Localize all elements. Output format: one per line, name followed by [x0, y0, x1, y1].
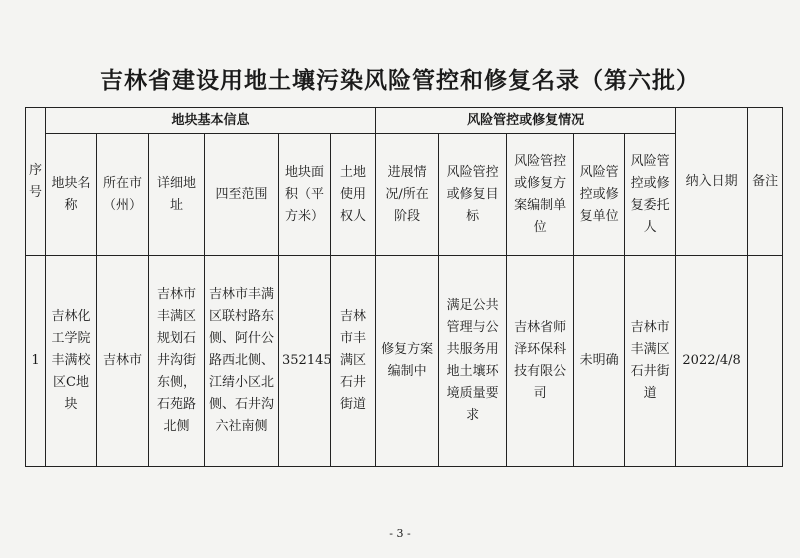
- cell-remarks: [748, 256, 783, 467]
- page-number: - 3 -: [389, 527, 411, 540]
- header-land-user: 土地使用权人: [331, 134, 376, 256]
- header-address: 详细地址: [149, 134, 205, 256]
- header-repair-unit: 风险管控或修复单位: [574, 134, 625, 256]
- table-row: [26, 256, 783, 467]
- cell-progress: 修复方案编制中: [376, 256, 439, 467]
- header-listed-date: 纳入日期: [676, 108, 748, 256]
- header-target: 风险管控或修复目标: [439, 134, 507, 256]
- group-header-basic-info: 地块基本信息: [46, 108, 376, 134]
- cell-target: 满足公共管理与公共服务用地土壤环境质量要求: [439, 256, 507, 467]
- header-remarks: 备注: [748, 108, 783, 256]
- cell-plot-name: 吉林化工学院丰满校区C地块: [46, 256, 97, 467]
- registry-table: [25, 107, 783, 467]
- cell-boundary: 吉林市丰满区联村路东侧、阿什公路西北侧、江𬘬小区北侧、石井沟六社南侧: [205, 256, 279, 467]
- cell-serial: 1: [26, 256, 46, 467]
- cell-land-user: 吉林市丰满区石井街道: [331, 256, 376, 467]
- cell-listed-date: 2022/4/8: [676, 256, 748, 467]
- header-plan-unit: 风险管控或修复方案编制单位: [507, 134, 574, 256]
- header-area: 地块面积（平方米）: [279, 134, 331, 256]
- header-progress: 进展情况/所在阶段: [376, 134, 439, 256]
- cell-plan-unit: 吉林省师泽环保科技有限公司: [507, 256, 574, 467]
- cell-city: 吉林市: [97, 256, 149, 467]
- header-city: 所在市（州）: [97, 134, 149, 256]
- header-client: 风险管控或修复委托人: [625, 134, 676, 256]
- cell-repair-unit: 未明确: [574, 256, 625, 467]
- header-serial: 序号: [26, 108, 46, 256]
- cell-address: 吉林市丰满区规划石井沟街东侧，石苑路北侧: [149, 256, 205, 467]
- page-title: 吉林省建设用地土壤污染风险管控和修复名录（第六批）: [100, 68, 700, 94]
- header-boundary: 四至范围: [205, 134, 279, 256]
- header-plot-name: 地块名称: [46, 134, 97, 256]
- cell-area: 352145: [279, 256, 331, 467]
- cell-client: 吉林市丰满区石井街道: [625, 256, 676, 467]
- group-header-risk-control: 风险管控或修复情况: [376, 108, 676, 134]
